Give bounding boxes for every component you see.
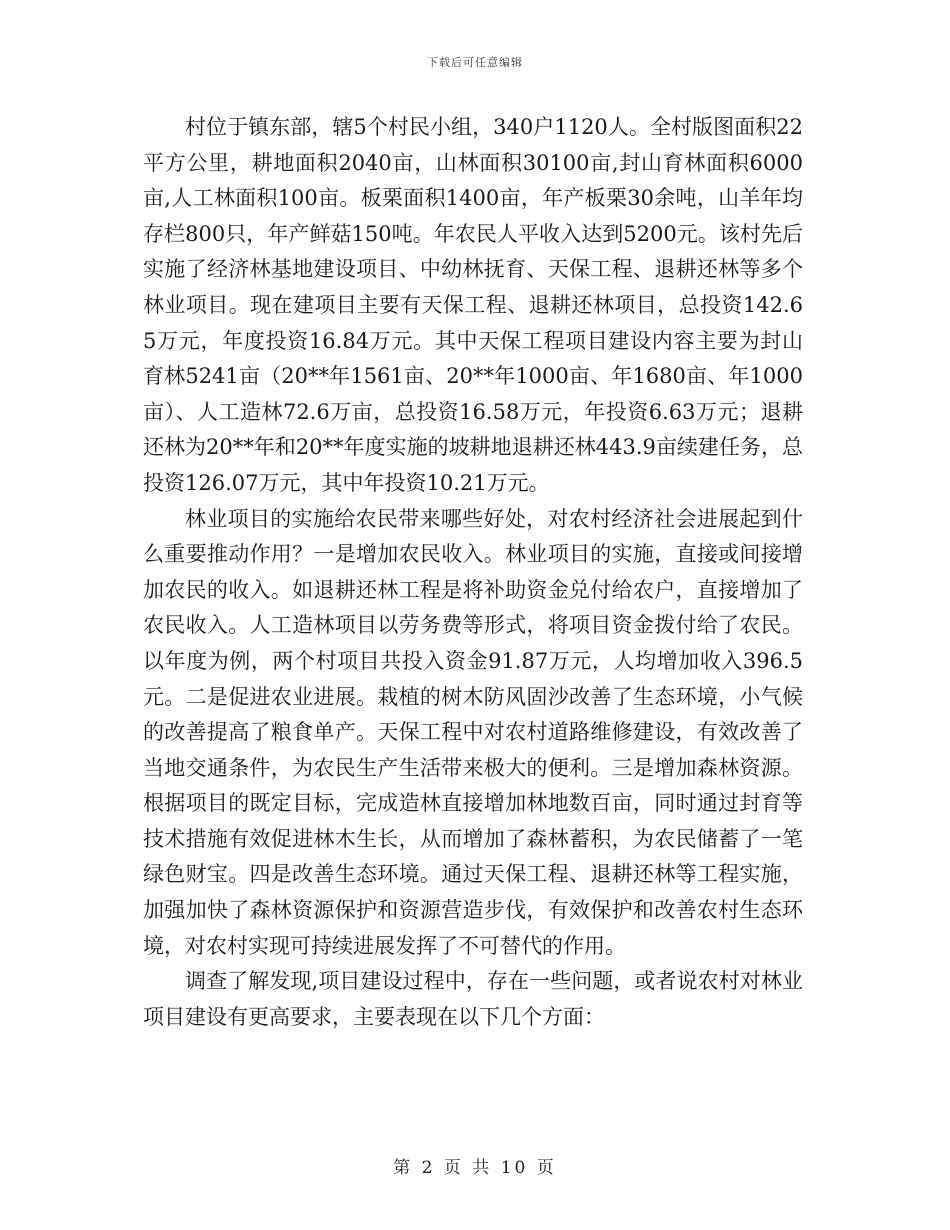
paragraph-project-benefits: 林业项目的实施给农民带来哪些好处，对农村经济社会进展起到什么重要推动作用？一是增加农民收入。林业项目的实施，直接或间接增加农民的收入。如退耕还林工程是将补助资金兑付给农户，直接增加了农民收入。人工造林项目以劳务费等形式，将项目资金拨付给了农民。以年度为例，两个村项目共投入资金91.87万元，人均增加收入396.5元。二是促进农业进展。栽植的树木防风固沙改善了生态环境，小气候的改善提高了粮食单产。天保工程中对农村道路维修建设，有效改善了当地交通条件，为农民生产生活带来极大的便利。三是增加森林资源。根据项目的既定目标，完成造林直接增加林地数百亩，同时通过封育等技术措施有效促进林木生长，从而增加了森林蓄积，为农民储蓄了一笔绿色财宝。四是改善生态环境。通过天保工程、退耕还林等工程实施，加强加快了森林资源保护和资源营造步伐，有效保护和改善农村生态环境，对农村实现可持续进展发挥了不可替代的作用。: [143, 506, 803, 958]
page-header-note: 下载后可任意编辑: [427, 56, 523, 69]
page-number: 第 2 页 共 10 页: [393, 1158, 557, 1178]
paragraph-village-overview: 村位于镇东部，辖5个村民小组，340户1120人。全村版图面积22平方公里，耕地面积2040亩，山林面积30100亩,封山育林面积6000亩,人工林面积100亩。板栗面积1400亩，年产板栗30余吨，山羊年均存栏800只，年产鲜菇150吨。年农民人平收入达到5200元。该村先后实施了经济林基地建设项目、中幼林抚育、天保工程、退耕还林等多个林业项目。现在建项目主要有天保工程、退耕还林项目，总投资142.65万元，年度投资16.84万元。其中天保工程项目建设内容主要为封山育林5241亩（20**年1561亩、20**年1000亩、年1680亩、年1000亩）、人工造林72.6万亩，总投资16.58万元，年投资6.63万元；退耕还林为20**年和20**年度实施的坡耕地退耕还林443.9亩续建任务，总投资126.07万元，其中年投资10.21万元。: [143, 115, 803, 495]
paragraph-problems-intro: 调查了解发现,项目建设过程中，存在一些问题，或者说农村对林业项目建设有更高要求，主要表现在以下几个方面：: [143, 969, 803, 1029]
document-body: [143, 110, 803, 1035]
